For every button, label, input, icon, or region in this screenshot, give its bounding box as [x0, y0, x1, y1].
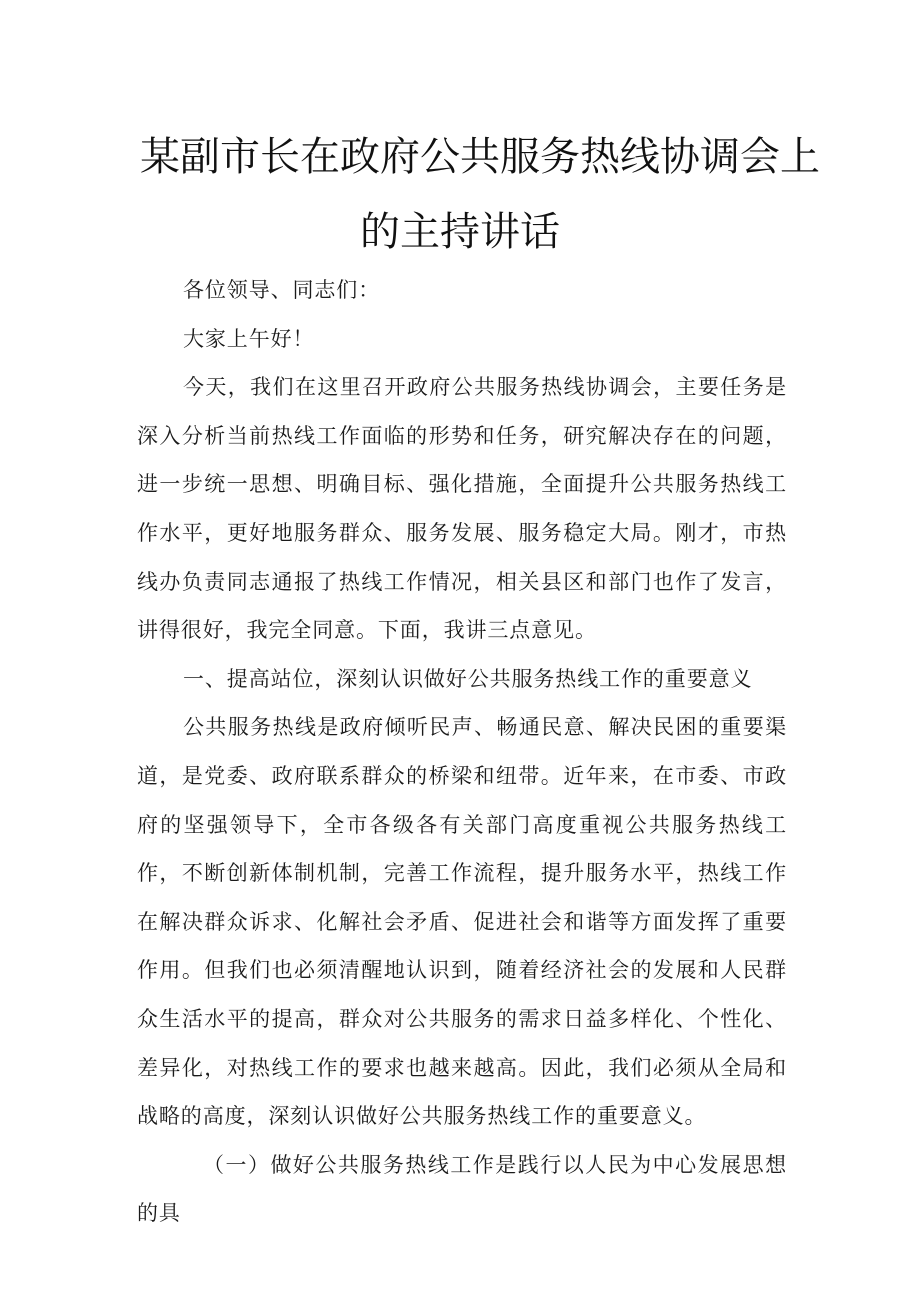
greeting: 大家上午好！ — [183, 326, 315, 351]
subsection-heading-1: （一）做好公共服务热线工作是践行以人民为中心发展思想的具 — [137, 1152, 787, 1226]
document-title-line-1: 某副市长在政府公共服务热线协调会上 — [140, 134, 820, 180]
document-body — [137, 266, 787, 1238]
body-paragraph-section-1: 公共服务热线是政府倾听民声、畅通民意、解决民困的重要渠道，是党委、政府联系群众的桥梁和纽带。近年来，在市委、市政府的坚强领导下，全市各级各有关部门高度重视公共服务热线工作，不断创新体制机制，完善工作流程，提升服务水平，热线工作在解决群众诉求、化解社会矛盾、促进社会和谐等方面发挥了重要作用。但我们也必须清醒地认识到，随着经济社会的发展和人民群众生活水平的提高，群众对公共服务的需求日益多样化、个性化、差异化，对热线工作的要求也越来越高。因此，我们必须从全局和战略的高度，深刻认识做好公共服务热线工作的重要意义。 — [137, 715, 787, 1129]
section-heading-1: 一、提高站位，深刻认识做好公共服务热线工作的重要意义 — [183, 666, 753, 691]
document-title-line-2: 的主持讲话 — [360, 209, 560, 255]
body-paragraph-intro: 今天，我们在这里召开政府公共服务热线协调会，主要任务是深入分析当前热线工作面临的形势和任务，研究解决存在的问题，进一步统一思想、明确目标、强化措施，全面提升公共服务热线工作水平，更好地服务群众、服务发展、服务稳定大局。刚才，市热线办负责同志通报了热线工作情况，相关县区和部门也作了发言，讲得很好，我完全同意。下面，我讲三点意见。 — [137, 375, 787, 643]
salutation: 各位领导、同志们： — [183, 278, 381, 302]
